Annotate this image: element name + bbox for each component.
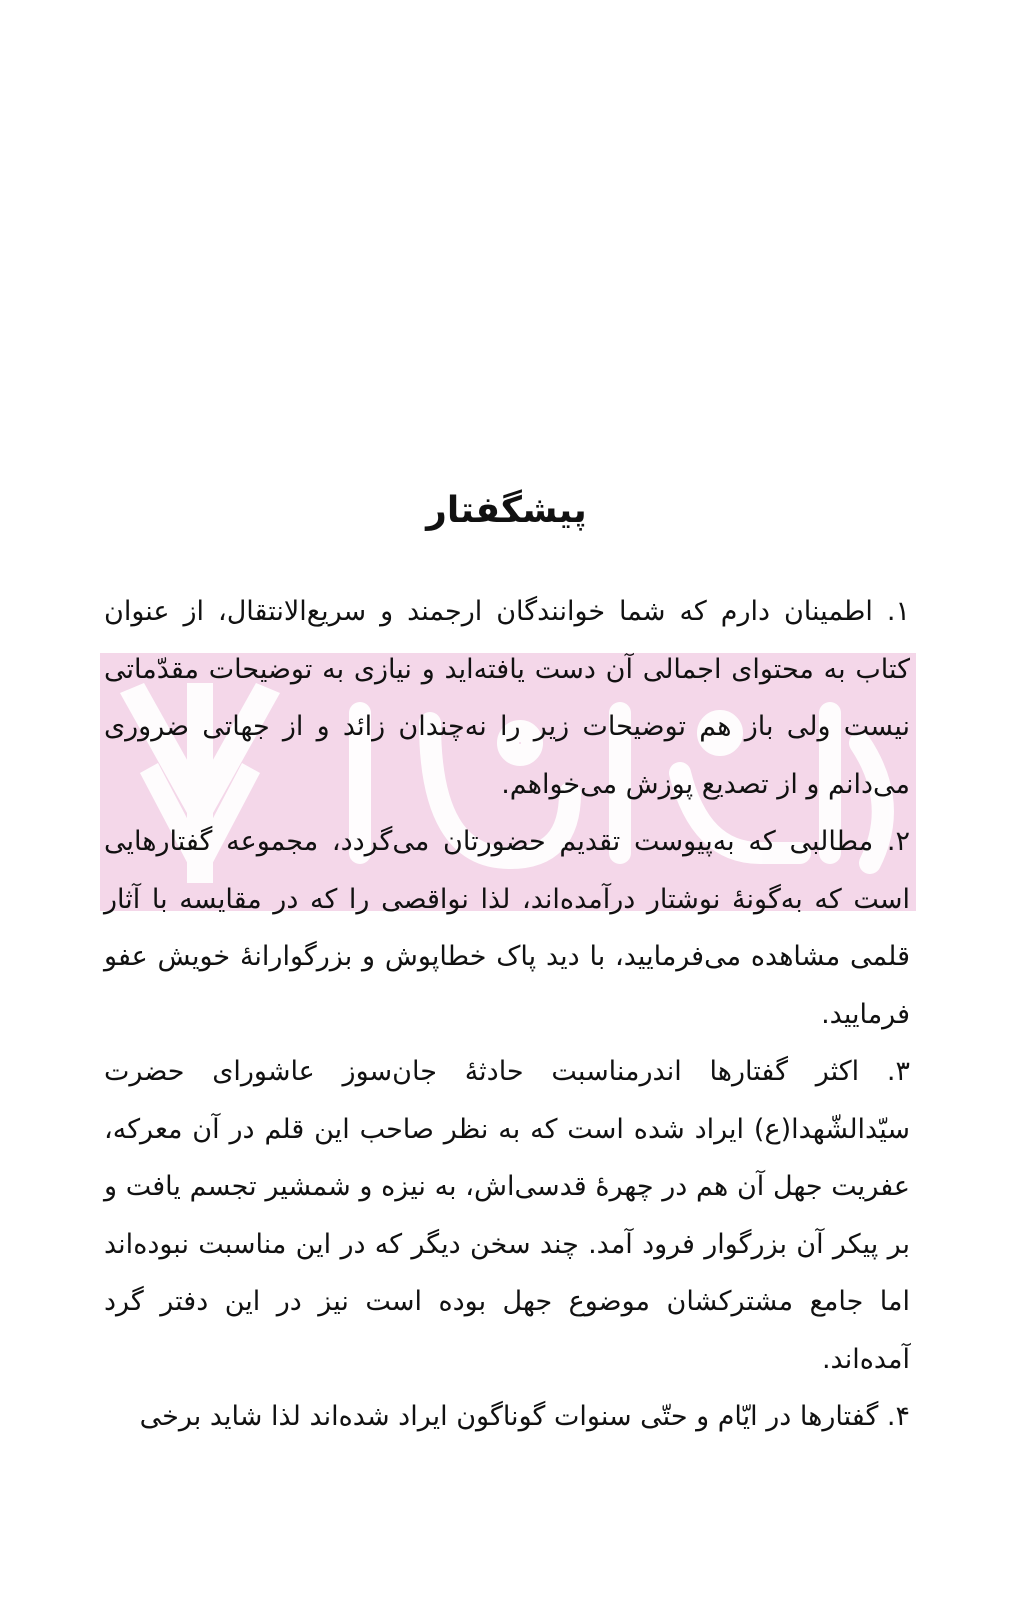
paragraph-1	[104, 583, 910, 813]
paragraph-3	[104, 1043, 910, 1388]
paragraph-text: مطالبی که به‌پیوست تقدیم حضورتان می‌گردد، مجموعه گفتارهایی است که به‌گونهٔ نوشتار درآمده‌اند، لذا نواقصی را که در مقایسه با آثار قلمی مشاهده می‌فرمایید، با دید پاک خطاپوش و بزرگوارانهٔ خویش عفو فرمایید.	[104, 826, 910, 1030]
paragraph-text: گفتارها در ایّام و حتّی سنوات گوناگون ایراد شده‌اند لذا شاید برخی	[139, 1401, 879, 1432]
paragraph-number: ۳.	[886, 1056, 910, 1087]
paragraph-2	[104, 813, 910, 1043]
body-text	[104, 583, 910, 1446]
page-title: پیشگفتار	[426, 490, 587, 532]
paragraph-number: ۱.	[886, 596, 910, 627]
paragraph-number: ۲.	[886, 826, 910, 857]
paragraph-number: ۴.	[886, 1401, 910, 1432]
paragraph-text: اکثر گفتارها اندرمناسبت حادثهٔ جان‌سوز عاشورای حضرت سیّدالشّهدا(ع) ایراد شده است که به نظر صاحب این قلم در آن معرکه، عفریت جهل آن هم در چهرهٔ قدسی‌اش، به نیزه و شمشیر تجسم یافت و بر پیکر آن بزرگوار فرود آمد. چند سخن دیگر که در این مناسبت نبوده‌اند اما جامع مشترکشان موضوع جهل بوده است نیز در این دفتر گرد آمده‌اند.	[104, 1056, 910, 1375]
paragraph-text: اطمینان دارم که شما خوانندگان ارجمند و سریع‌الانتقال، از عنوان کتاب به محتوای اجمالی آن دست یافته‌اید و نیازی به توضیحات مقدّماتی نیست ولی باز هم توضیحات زیر را نه‌چندان زائد و از جهاتی ضروری می‌دانم و از تصدیع پوزش می‌خواهم.	[104, 596, 910, 800]
paragraph-4	[104, 1388, 910, 1446]
